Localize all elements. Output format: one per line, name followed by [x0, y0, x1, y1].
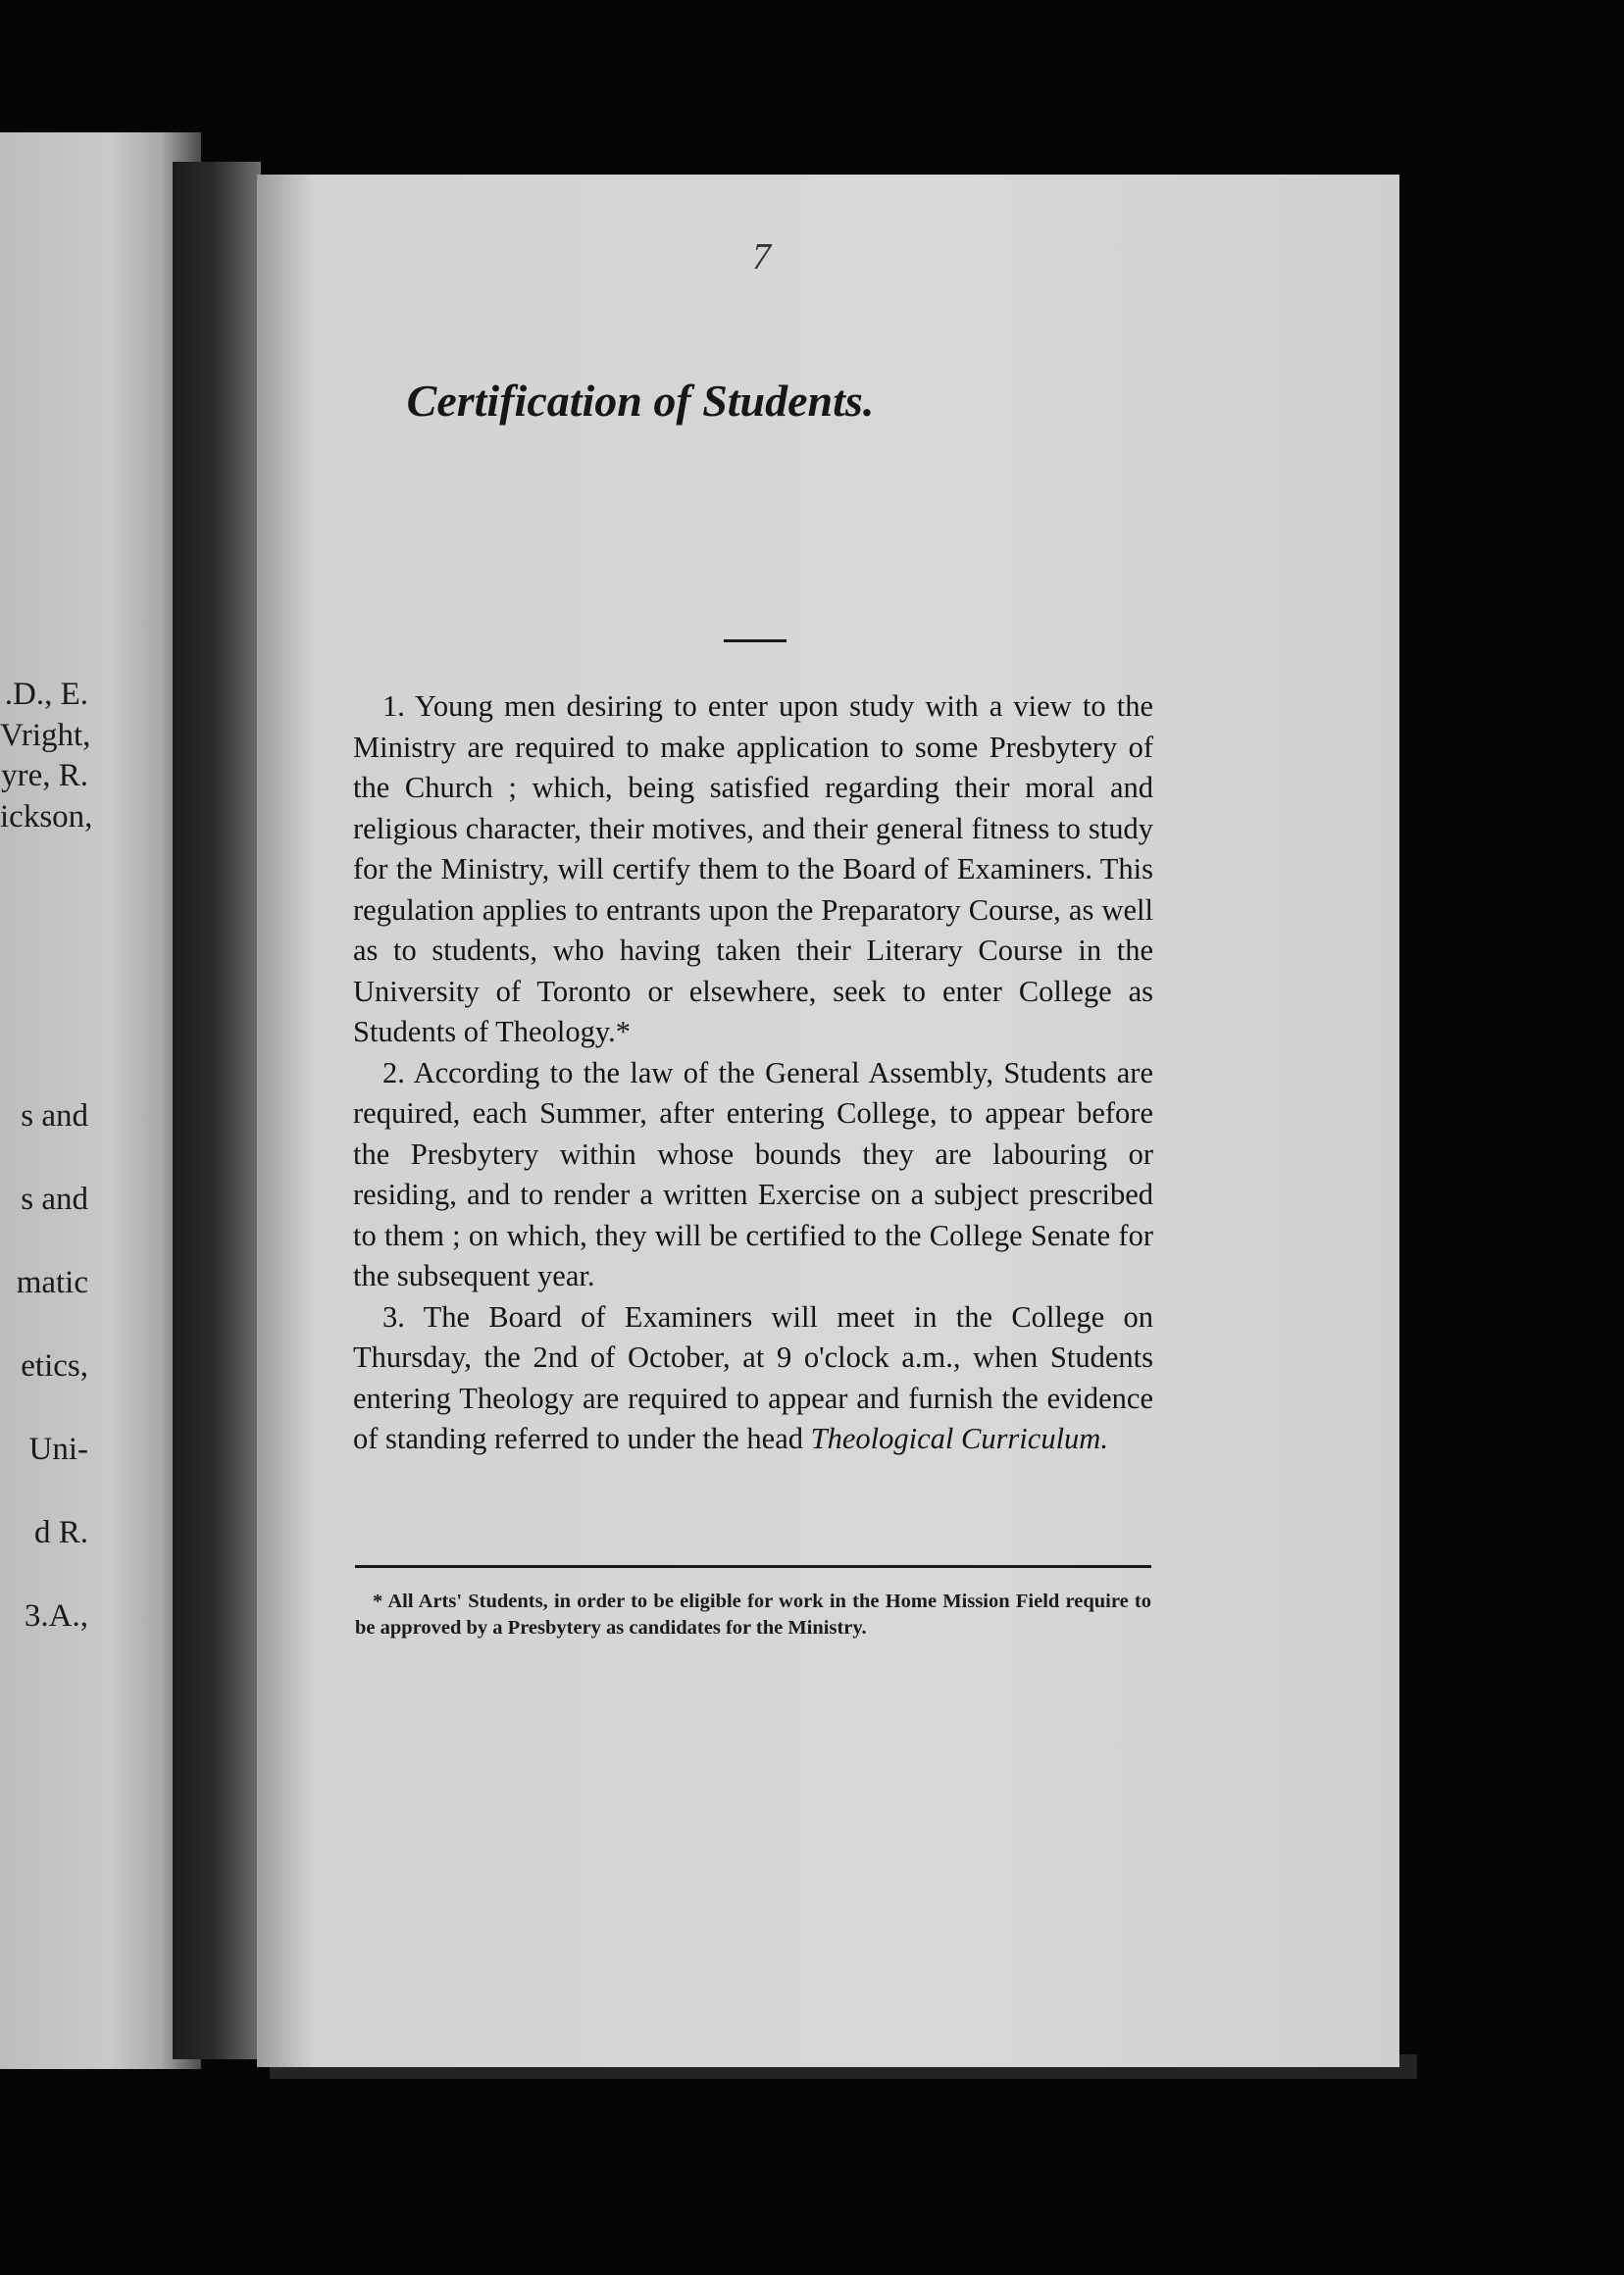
- page-number: 7: [752, 236, 771, 278]
- paragraph-italic-tail: Theological Curriculum.: [810, 1422, 1108, 1455]
- footnote: * All Arts' Students, in order to be eligible for work in the Home Mission Field require to be approved by a Presbytery as candidates for the Ministry.: [355, 1591, 1151, 1639]
- left-page-line: etics,: [21, 1348, 88, 1384]
- left-page-line: .D., E.: [4, 677, 88, 712]
- footnote-divider: [355, 1565, 1151, 1568]
- left-page-line: d R.: [33, 1515, 88, 1550]
- left-page-line: s and: [21, 1098, 88, 1134]
- paragraph-text: Young men desiring to enter upon study with a view to the Ministry are required to make application to some Presbytery of the Church ; which, being satisfied regarding their moral and religious character, their motives, and their general fitness to study for the Ministry, will certify them to the Board of Examiners. This regulation applies to entrants upon the Preparatory Course, as well as to students, who having taken their Literary Course in the University of Toronto or elsewhere, seek to enter College as Students of Theology.*: [353, 689, 1153, 1048]
- left-page-line: Vright,: [0, 718, 91, 753]
- body-text: [353, 686, 1153, 1460]
- book-gutter-shadow: [173, 162, 261, 2059]
- left-page-line: yre, R.: [1, 758, 88, 793]
- page-title: Certification of Students.: [406, 376, 875, 426]
- left-page-line: s and: [21, 1182, 88, 1217]
- paragraph-2: [353, 1053, 1153, 1297]
- paragraph-text: The Board of Examiners will meet in the College on Thursday, the 2nd of October, at 9 o'clock a.m., when Students entering Theology are required to appear and furnish the evidence of standing referred to under the head: [353, 1299, 1153, 1455]
- paragraph-3: [353, 1297, 1153, 1460]
- left-page-line: matic: [16, 1265, 88, 1300]
- paragraph-text: According to the law of the General Assembly, Students are required, each Summer, after entering College, to appear before the Presbytery within whose bounds they are labouring or residing, and to render a written Exercise on a subject prescribed to them ; on which, they will be certified to the College Senate for the subsequent year.: [353, 1055, 1153, 1292]
- paragraph-number: 1.: [382, 689, 405, 723]
- left-page-line: Uni-: [28, 1432, 88, 1467]
- paragraph-number: 2.: [382, 1055, 405, 1089]
- paragraph-number: 3.: [382, 1299, 405, 1334]
- title-divider: [724, 639, 787, 642]
- left-page-line: 3.A.,: [24, 1598, 88, 1634]
- left-page-line: ickson,: [0, 799, 93, 834]
- paragraph-1: [353, 686, 1153, 1053]
